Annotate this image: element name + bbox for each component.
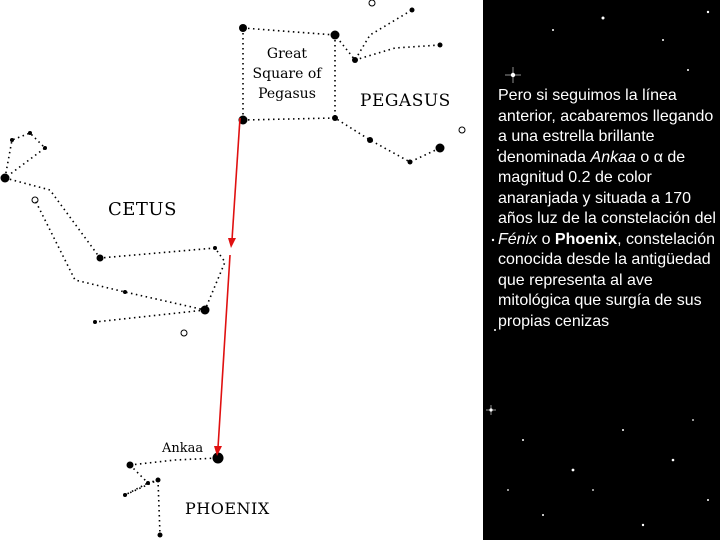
star — [408, 160, 413, 165]
caption-segment: Pero si seguimos la línea anterior, acabaremos llegando a una estrella brillante denominada — [498, 87, 714, 166]
sky-star — [662, 39, 664, 41]
sky-star — [572, 469, 575, 472]
star — [410, 8, 415, 13]
star — [158, 533, 163, 538]
sky-star — [707, 499, 709, 501]
sky-star — [522, 439, 524, 441]
star — [352, 57, 358, 63]
arrowhead — [228, 238, 236, 248]
star — [123, 493, 127, 497]
variable-star — [32, 197, 38, 203]
stars — [1, 8, 445, 538]
phoenix-label: PHOENIX — [185, 499, 270, 518]
caption-phoenix: Phoenix — [554, 230, 618, 248]
star — [43, 146, 47, 150]
caption-segment: , constelación conocida desde la antigüedad que representa al ave mitológica que surgía de sus propias cenizas — [498, 230, 715, 330]
star — [1, 174, 10, 183]
star — [93, 320, 97, 324]
star — [127, 462, 134, 469]
sky-star — [707, 11, 709, 13]
sky-star — [494, 329, 496, 331]
phoenix-line — [125, 465, 158, 495]
sky-star — [492, 239, 494, 241]
sky-star — [672, 459, 675, 462]
cetus-label: CETUS — [108, 199, 177, 220]
phoenix-line — [130, 458, 218, 465]
ankaa-label: Ankaa — [162, 441, 204, 456]
caption-segment: o — [537, 230, 555, 248]
star — [156, 478, 161, 483]
star — [123, 290, 127, 294]
sky-star — [687, 69, 689, 71]
star — [367, 137, 373, 143]
great-square-label: Great — [266, 46, 308, 62]
great-square-label: Square of — [252, 66, 322, 82]
star — [331, 31, 340, 40]
star — [97, 255, 104, 262]
variable-star — [369, 0, 375, 6]
star — [438, 43, 443, 48]
star — [146, 481, 150, 485]
star — [239, 24, 247, 32]
caption-alpha: α — [653, 148, 663, 166]
great-square-label: Pegasus — [258, 86, 316, 102]
star — [10, 138, 14, 142]
star — [332, 115, 338, 121]
pointer-line — [218, 118, 240, 448]
sky-star — [642, 524, 644, 526]
sky-star — [507, 489, 509, 491]
cetus-line — [95, 310, 205, 322]
phoenix-line — [158, 480, 160, 535]
sky-star — [592, 489, 594, 491]
pegasus-line — [243, 118, 440, 162]
cetus-line — [5, 178, 225, 310]
variable-star — [459, 127, 465, 133]
caption-text — [498, 86, 716, 332]
sky-star — [552, 29, 554, 31]
sky-star — [542, 514, 544, 516]
sky-star — [602, 17, 605, 20]
star — [201, 306, 210, 315]
caption-segment: o — [635, 148, 654, 166]
star — [213, 246, 217, 250]
star — [28, 131, 32, 135]
variable-star — [181, 330, 187, 336]
sky-star — [622, 429, 624, 431]
star — [213, 453, 224, 464]
star — [436, 144, 445, 153]
caption-fenix: Fénix — [498, 230, 538, 248]
caption-ankaa: Ankaa — [590, 148, 636, 166]
caption-segment: de magnitud 0.2 de color anaranjada y situada a 170 años luz de la constelación del — [498, 148, 716, 227]
sky-star — [692, 419, 694, 421]
pegasus-label: PEGASUS — [360, 91, 451, 111]
pegasus-line — [355, 45, 440, 60]
